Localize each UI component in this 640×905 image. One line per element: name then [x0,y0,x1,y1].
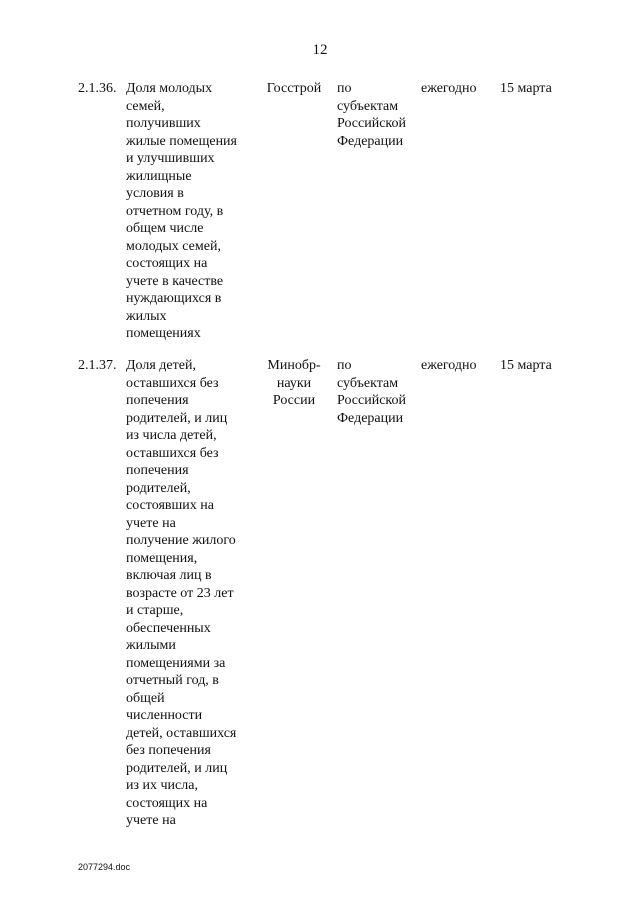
responsible-agency: Минобр- науки России [267,358,321,408]
periodicity: ежегодно [421,81,477,96]
submission-date: 15 марта [500,81,552,96]
breakdown-level: по субъектам Российской Федерации [337,81,406,149]
periodicity: ежегодно [421,358,477,373]
document-filename: 2077294.doc [78,862,131,872]
breakdown-level: по субъектам Российской Федерации [337,358,406,426]
indicator-name: Доля детей, оставшихся без попечения родителей, и лиц из числа детей, оставшихся без попечения родителей, состоявших на учете на получение жилого помещения, включая лиц в возрасте от 23 лет и старше, обеспеченных жилыми помещениями за отчетный год, в общей численности детей, оставшихся без попечения родителей, и лиц из их числа, состоящих на учете на [126,358,237,828]
indicator-name: Доля молодых семей, получивших жилые помещения и улучшивших жилищные условия в отчетном году, в общем числе молодых семей, состоящих на учете в качестве нуждающихся в жилых помещениях [126,81,237,341]
page-number: 12 [312,42,328,58]
row-number: 2.1.36. [78,81,117,96]
responsible-agency: Госстрой [266,81,322,96]
submission-date: 15 марта [500,358,552,373]
row-number: 2.1.37. [78,358,117,373]
